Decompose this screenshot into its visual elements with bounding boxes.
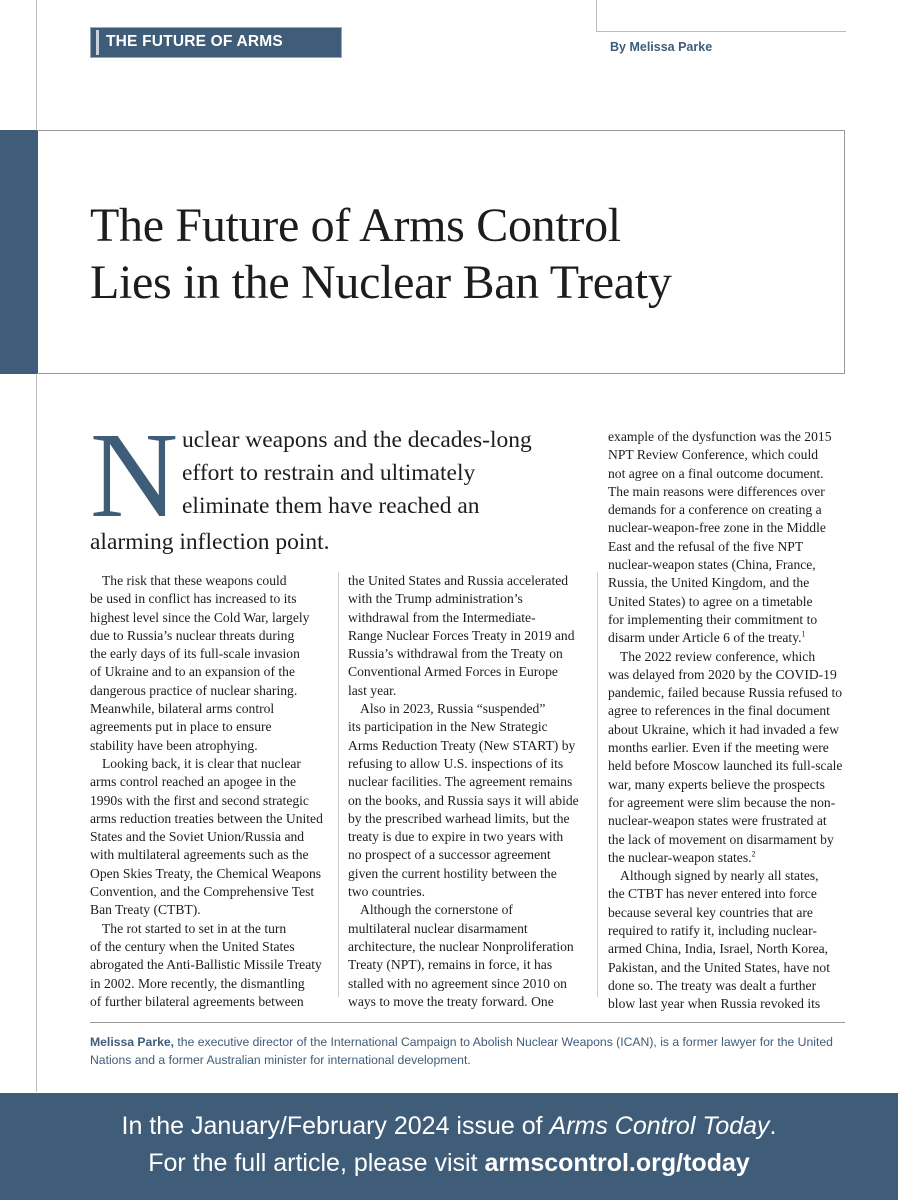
body-text-line: The risk that these weapons could	[102, 573, 287, 588]
body-text-line: Russia’s withdrawal from the Treaty on	[348, 646, 563, 662]
body-text-line: NPT Review Conference, which could	[608, 447, 819, 463]
article-title-line-2: Lies in the Nuclear Ban Treaty	[90, 256, 672, 309]
lead-paragraph	[90, 408, 570, 564]
bio-divider	[90, 1022, 845, 1023]
body-text-line: Looking back, it is clear that nuclear	[102, 755, 301, 771]
body-text-line: Also in 2023, Russia “suspended”	[360, 701, 546, 717]
body-text-line: treaty is due to expire in two years with	[348, 829, 564, 845]
body-text-line: highest level since the Cold War, largely	[90, 609, 310, 625]
body-text-line: the CTBT has never entered into force	[608, 886, 817, 902]
body-text-line: The rot started to set in at the turn	[102, 920, 287, 936]
body-text-line: last year.	[348, 682, 397, 698]
body-text-line: for agreement were slim because the non-	[608, 794, 836, 810]
body-text-line: by the prescribed warhead limits, but the	[348, 810, 570, 826]
body-text-line: stalled with no agreement since 2010 on	[348, 975, 567, 991]
banner-visit-text: For the full article, please visit	[148, 1149, 485, 1177]
body-text-line: dangerous practice of nuclear sharing.	[90, 682, 298, 698]
lead-line: effort to restrain and ultimately	[182, 460, 476, 486]
promo-banner	[0, 1093, 898, 1200]
body-text-line: Although the cornerstone of	[360, 902, 513, 918]
body-text-line: months earlier. Even if the meeting were	[608, 740, 829, 756]
article-title	[90, 197, 790, 311]
body-text-line: ways to move the treaty forward. One	[348, 993, 554, 1009]
body-text-line: required to ratify it, including nuclear-	[608, 923, 817, 939]
body-text-line: Arms Reduction Treaty (New START) by	[348, 737, 576, 753]
author-bio-text: the executive director of the International Campaign to Abolish Nuclear Weapons (ICAN), is a former lawyer for the United Nations and a former Australian minister for international development.	[90, 1035, 833, 1067]
page-frame-top-rule	[596, 31, 846, 32]
body-text-line: no prospect of a successor agreement	[348, 847, 551, 863]
body-column-2	[348, 572, 588, 1011]
body-text-line: arms control reached an apogee in the	[90, 774, 297, 790]
page-frame-corner-rule	[596, 0, 597, 31]
body-text-line: agreements put in place to ensure	[90, 719, 272, 735]
body-text-line: demands for a conference on creating a	[608, 502, 822, 518]
body-text-line: with multilateral agreements such as the	[90, 847, 309, 863]
body-text-line: The main reasons were differences over	[608, 483, 825, 499]
author-bio	[90, 1033, 835, 1069]
body-text-line: for implementing their commitment to	[608, 611, 818, 627]
body-text-line: due to Russia’s nuclear threats during	[90, 627, 295, 643]
body-text-line: Range Nuclear Forces Treaty in 2019 and	[348, 627, 575, 643]
banner-url-link[interactable]: armscontrol.org/today	[484, 1149, 750, 1177]
column-rule	[338, 572, 339, 997]
body-text-line: The 2022 review conference, which	[620, 648, 816, 664]
article-title-line-1: The Future of Arms Control	[90, 199, 621, 252]
body-text-line: about Ukraine, which it had invaded a few	[608, 721, 840, 737]
body-text-line: example of the dysfunction was the 2015	[608, 429, 832, 444]
body-text-line: pandemic, failed because Russia refused to	[608, 685, 843, 701]
body-text-line: on the books, and Russia says it will abide	[348, 792, 579, 808]
body-text-line: United States) to agree on a timetable	[608, 593, 813, 609]
body-text-line: Treaty (NPT), remains in force, it has	[348, 957, 553, 973]
body-text-line: with the Trump administration’s	[348, 591, 523, 607]
body-text-line: Meanwhile, bilateral arms control	[90, 701, 275, 717]
body-text-line: Conventional Armed Forces in Europe	[348, 664, 558, 680]
body-text-line: of further bilateral agreements between	[90, 993, 304, 1009]
body-text-line: multilateral nuclear disarmament	[348, 920, 528, 936]
body-text-line: Convention, and the Comprehensive Test	[90, 884, 315, 900]
banner-line-1	[0, 1111, 898, 1141]
body-text-line: Although signed by nearly all states,	[620, 868, 819, 884]
body-text-line: blow last year when Russia revoked its	[608, 996, 821, 1012]
body-text-line: of the century when the United States	[90, 938, 295, 954]
body-text-line: the early days of its full-scale invasion	[90, 646, 300, 662]
body-text-line: architecture, the nuclear Nonproliferation	[348, 938, 574, 954]
body-text-line: its participation in the New Strategic	[348, 719, 548, 735]
banner-issue-text: In the January/February 2024 issue of	[121, 1112, 550, 1140]
body-text-line: abrogated the Anti-Ballistic Missile Treaty	[90, 957, 322, 973]
body-column-3	[608, 428, 846, 1014]
footnote-marker: 1	[801, 629, 806, 639]
body-text-line: stability have been atrophying.	[90, 737, 258, 753]
body-text-line: States and the Soviet Union/Russia and	[90, 829, 305, 845]
body-text-line: 1990s with the first and second strategic	[90, 792, 309, 808]
drop-cap: N	[90, 408, 179, 543]
body-text-line: of Ukraine and to an expansion of the	[90, 664, 295, 680]
body-text-line: in 2002. More recently, the dismantling	[90, 975, 305, 991]
body-text-line: the nuclear-weapon states.$^2$	[608, 849, 756, 865]
body-text-line: nuclear-weapon states (China, France,	[608, 557, 816, 573]
body-text-line: nuclear-weapon-free zone in the Middle	[608, 520, 826, 536]
body-text-line: not agree on a final outcome document.	[608, 465, 824, 481]
body-text-line: disarm under Article 6 of the treaty.$^1$	[608, 629, 806, 646]
body-text-line: nuclear-weapon states were frustrated at	[608, 813, 827, 829]
body-text-line: nuclear facilities. The agreement remains	[348, 774, 573, 790]
body-text-line: Open Skies Treaty, the Chemical Weapons	[90, 865, 322, 881]
body-text-line: war, many experts believe the prospects	[608, 776, 825, 792]
byline: By Melissa Parke	[610, 40, 713, 54]
body-text-line: given the current hostility between the	[348, 865, 557, 881]
body-text-line: the United States and Russia accelerated	[348, 573, 569, 588]
body-text-line: because several key countries that are	[608, 904, 813, 920]
banner-period: .	[769, 1112, 777, 1140]
body-text-line: two countries.	[348, 884, 426, 900]
column-rule	[597, 572, 598, 997]
title-accent-bar	[0, 130, 38, 374]
body-text-line: refusing to allow U.S. inspections of its	[348, 755, 564, 771]
body-text-line: East and the refusal of the five NPT	[608, 538, 804, 554]
lead-line: eliminate them have reached an	[182, 493, 480, 519]
section-label	[90, 27, 342, 74]
lead-line: alarming inflection point.	[90, 529, 330, 555]
body-text-line: withdrawal from the Intermediate-	[348, 609, 536, 625]
body-text-line: Ban Treaty (CTBT).	[90, 902, 201, 918]
body-text-line: be used in conflict has increased to its	[90, 591, 297, 607]
section-label-text: THE FUTURE OF ARMS CONTROL	[96, 30, 336, 55]
body-column-1	[90, 572, 328, 1011]
banner-line-2	[0, 1148, 898, 1178]
body-text-line: arms reduction treaties between the United	[90, 810, 323, 826]
body-text-line: Russia, the United Kingdom, and the	[608, 575, 810, 591]
author-bio-name: Melissa Parke,	[90, 1035, 175, 1049]
lead-line: uclear weapons and the decades-long	[182, 427, 532, 453]
body-text-line: the lack of movement on disarmament by	[608, 831, 834, 847]
banner-publication-name: Arms Control Today	[549, 1112, 770, 1140]
body-text-line: armed China, India, Israel, North Korea,	[608, 941, 829, 957]
body-text-line: done so. The treaty was dealt a further	[608, 977, 817, 993]
body-text-line: agree to references in the final document	[608, 703, 830, 719]
footnote-marker: 2	[751, 849, 756, 859]
body-text-line: Pakistan, and the United States, have not	[608, 959, 830, 975]
body-text-line: held before Moscow launched its full-scale	[608, 758, 843, 774]
body-text-line: was delayed from 2020 by the COVID-19	[608, 666, 837, 682]
